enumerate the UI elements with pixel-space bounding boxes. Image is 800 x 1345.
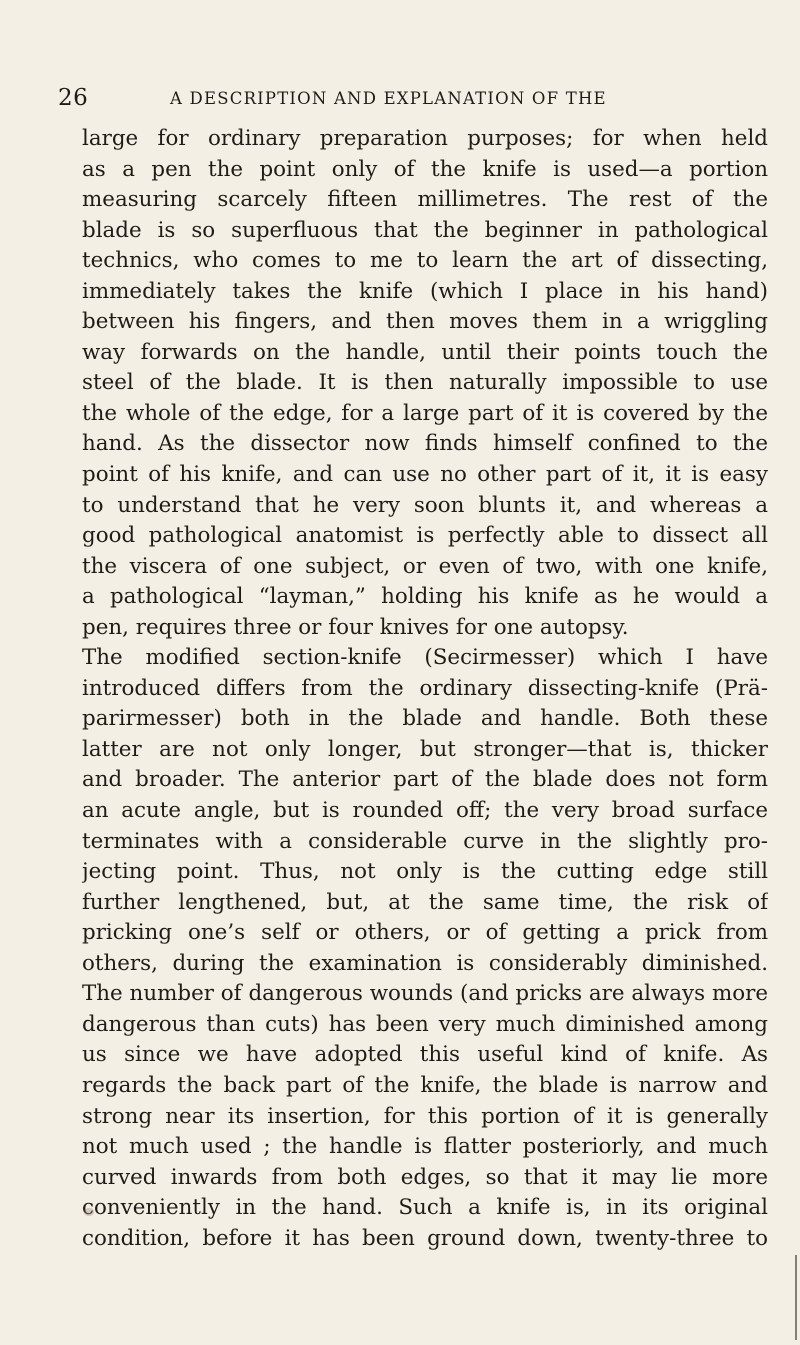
running-head [58, 85, 768, 115]
text-line: good pathological anatomist is perfectly able to dissect all [82, 523, 768, 549]
text-line: condition, before it has been ground down, twenty-three to [82, 1225, 768, 1251]
text-line: an acute angle, but is rounded off; the very broad surface [82, 798, 768, 824]
text-line: the viscera of one subject, or even of two, with one knife, [82, 553, 768, 579]
text-line: between his fingers, and then moves them in a wriggling [82, 309, 768, 335]
text-line: point of his knife, and can use no other part of it, it is easy [82, 462, 768, 488]
text-line: the whole of the edge, for a large part of it is covered by the [82, 400, 768, 426]
text-line: measuring scarcely fifteen millimetres. The rest of the [82, 187, 768, 213]
ink-smudge [84, 1208, 94, 1216]
text-line: introduced differs from the ordinary dissecting-knife (Prä- [82, 675, 768, 701]
text-line: blade is so superfluous that the beginner in pathological [82, 217, 768, 243]
text-line: terminates with a considerable curve in the slightly pro- [82, 828, 768, 854]
text-line: others, during the examination is considerably diminished. [82, 950, 768, 976]
text-line: large for ordinary preparation purposes; for when held [82, 126, 768, 151]
text-line: parirmesser) both in the blade and handle. Both these [82, 706, 768, 732]
text-line: immediately takes the knife (which I place in his hand) [82, 278, 768, 304]
text-line: to understand that he very soon blunts it, and whereas a [82, 492, 768, 518]
text-line: a pathological “layman,” holding his knife as he would a [82, 584, 768, 610]
text-line: pen, requires three or four knives for one autopsy. [82, 614, 629, 640]
text-line: curved inwards from both edges, so that it may lie more [82, 1164, 768, 1190]
running-title: A DESCRIPTION AND EXPLANATION OF THE [170, 89, 607, 108]
text-line: latter are not only longer, but stronger—that is, thicker [82, 736, 768, 762]
text-line: further lengthened, but, at the same time, the risk of [82, 889, 768, 915]
text-line: way forwards on the handle, until their points touch the [82, 339, 768, 365]
text-line: as a pen the point only of the knife is used—a portion [82, 156, 768, 182]
body-text [82, 124, 768, 1254]
text-line: The modified section-knife (Secirmesser) which I have [82, 645, 768, 671]
page-number: 26 [58, 85, 89, 111]
page-edge-mark [795, 1255, 797, 1340]
text-line: hand. As the dissector now finds himself confined to the [82, 431, 768, 457]
text-line: steel of the blade. It is then naturally impossible to use [82, 370, 768, 396]
text-line: strong near its insertion, for this portion of it is generally [82, 1103, 768, 1129]
text-line: conveniently in the hand. Such a knife is, in its original [82, 1195, 768, 1221]
text-line: technics, who comes to me to learn the art of dissecting, [82, 248, 768, 274]
text-line: The number of dangerous wounds (and pricks are always more [82, 981, 768, 1007]
text-line: not much used ; the handle is flatter posteriorly, and much [82, 1134, 768, 1160]
text-line: pricking one’s self or others, or of getting a prick from [82, 920, 768, 946]
text-line: jecting point. Thus, not only is the cutting edge still [82, 859, 768, 885]
text-line: regards the back part of the knife, the blade is narrow and [82, 1072, 768, 1098]
text-line: us since we have adopted this useful kind of knife. As [82, 1042, 768, 1068]
text-line: dangerous than cuts) has been very much diminished among [82, 1011, 768, 1037]
text-line: and broader. The anterior part of the blade does not form [82, 767, 768, 793]
